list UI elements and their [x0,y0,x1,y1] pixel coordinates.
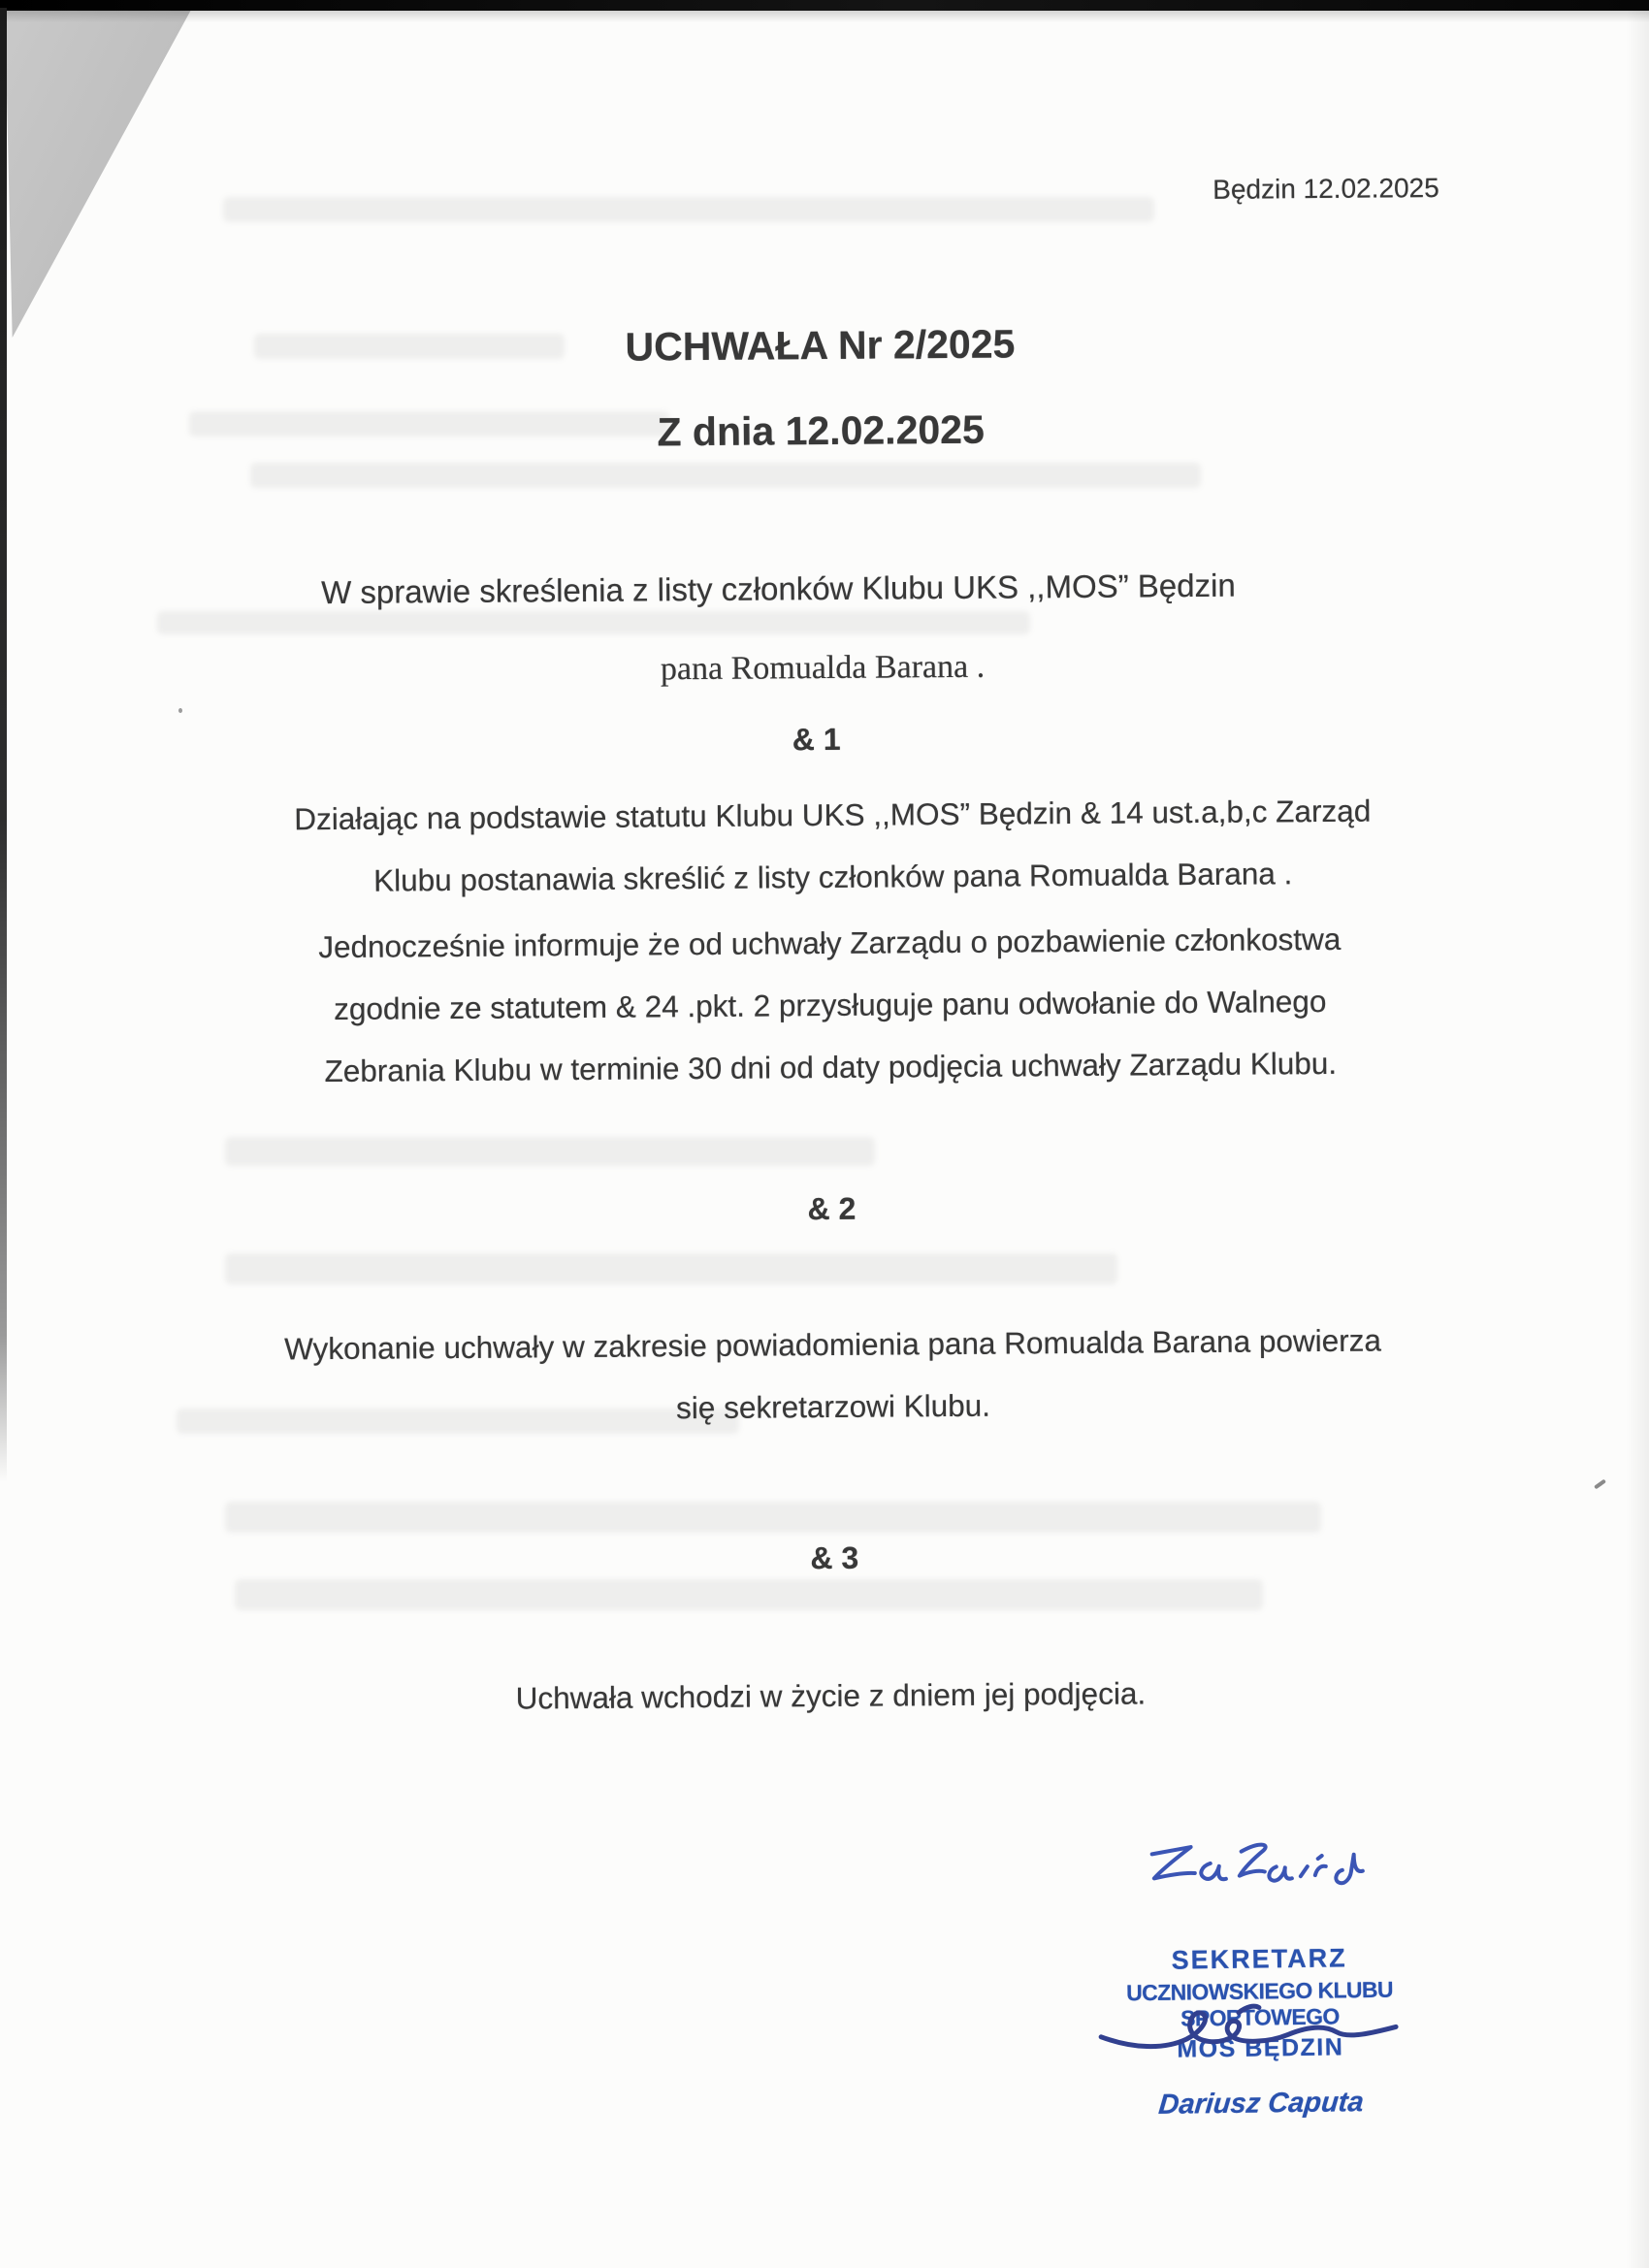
paragraph-line: Klubu postanawia skreślić z listy członków pana Romualda Barana . [373,856,1293,898]
document-date-heading: Z dnia 12.02.2025 [657,406,985,455]
paragraph-line: Zebrania Klubu w terminie 30 dni od daty podjęcia uchwały Zarządu Klubu. [324,1045,1338,1089]
section-3-heading: & 3 [810,1539,859,1576]
section-2-paragraph-1 [13,1307,1649,1443]
stamp-person-name: Dariusz Caputa [1157,2087,1366,2121]
paragraph-line: zgodnie ze statutem & 24 .pkt. 2 przysługuje panu odwołanie do Walnego [334,983,1327,1026]
section-3-paragraph-1 [6,1658,1649,1733]
stamp-title: SEKRETARZ [1171,1943,1347,1975]
section-1-paragraph-2 [10,905,1649,1104]
handwritten-signature-strokes [1141,1831,1384,1903]
section-1-heading: & 1 [792,721,841,758]
paragraph-line: Uchwała wchodzi w życie z dniem jej podjęcia. [515,1675,1147,1716]
stamp-club-city: MOS BĘDZIN [1177,2033,1344,2063]
ink-signature [1093,1997,1413,2062]
place-and-date: Będzin 12.02.2025 [1212,173,1439,205]
subject-line-1: W sprawie skreślenia z listy członków Klubu UKS ,,MOS” Będzin [320,567,1236,611]
section-2-heading: & 2 [807,1190,857,1227]
stamp-club-name: UCZNIOWSKIEGO KLUBU SPORTOWEGO [1126,1976,1394,2031]
ink-signature-strokes [1093,1997,1413,2062]
document-title: UCHWAŁA Nr 2/2025 [625,321,1016,370]
handwritten-signature [1141,1831,1384,1903]
paragraph-line: Wykonanie uchwały w zakresie powiadomienia pana Romualda Barana powierza [283,1322,1382,1367]
paragraph-line: się sekretarzowi Klubu. [675,1387,991,1426]
subject-line-2: pana Romualda Barana . [660,648,986,688]
section-1-paragraph-1 [13,777,1649,914]
paragraph-line: Jednocześnie informuje że od uchwały Zarządu o pozbawienie członkostwa [318,921,1342,965]
paragraph-line: Działając na podstawie statutu Klubu UKS ,,MOS” Będzin & 14 ust.a,b,c Zarząd [294,793,1372,837]
